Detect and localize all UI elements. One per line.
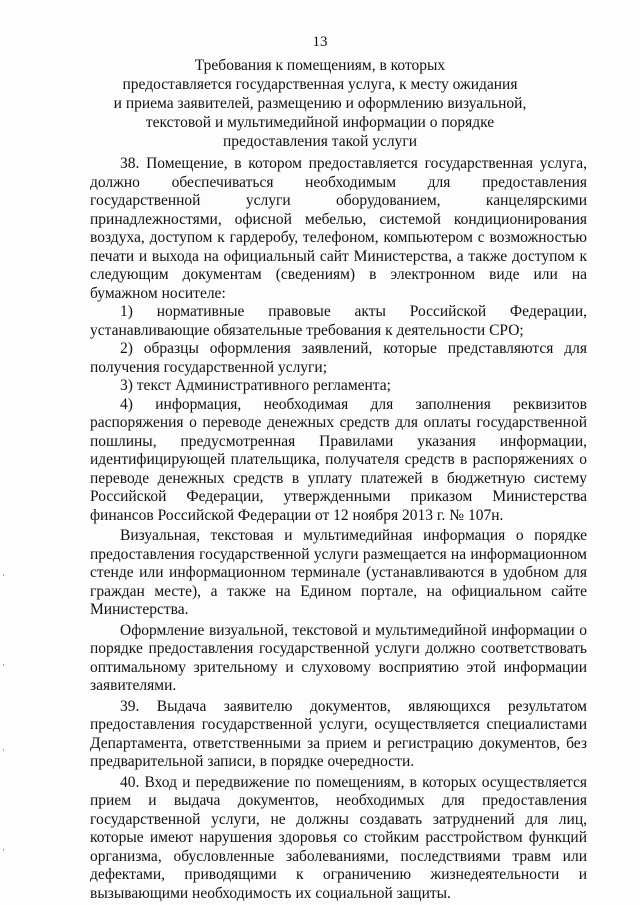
scan-margin-mark: · [2, 845, 5, 855]
paragraph-design-info: Оформление визуальной, текстовой и мультимедийной информации о порядке предоставления государственной услуги должно соответствовать оптимальному зрительному и слуховому восприятию этой информации заявителями. [90, 621, 587, 694]
list-item-2: 2) образцы оформления заявлений, которые представляются для получения государственной услуги; [90, 340, 587, 376]
list-item-4: 4) информация, необходимая для заполнения реквизитов распоряжения о переводе денежных средств для оплаты государственной пошлины, предусмотренная Правилами указания информации, идентифицирующей плательщика, получателя средств в распоряжениях о переводе денежных средств в уплату платежей в бюджетную систему Российской Федерации, утвержденными приказом Министерства финансов Российской Федерации от 12 ноября 2013 г. № 107н. [90, 395, 587, 524]
scan-margin-mark: · [2, 570, 5, 580]
paragraph-40: 40. Вход и передвижение по помещениям, в которых осуществляется прием и выдача документов, необходимых для предоставления государственной услуги, не должны создавать затруднений для лиц, которые имеют нарушения здоровья со стойким расстройством функций организма, обусловленные заболеваниями, последствиями травм или дефектами, приводящими к ограничению жизнедеятельности и вызывающими необходимость их социальной защиты. [90, 773, 587, 902]
heading-line: Требования к помещениям, в которых [194, 57, 446, 74]
heading-line: текстовой и мультимедийной информации о порядке [145, 114, 495, 131]
heading-line: и приема заявителей, размещению и оформлению визуальной, [113, 95, 527, 112]
section-heading [0, 56, 640, 151]
paragraph-visual-info: Визуальная, текстовая и мультимедийная информация о порядке предоставления государственной услуги размещается на информационном стенде или информационном терминале (устанавливаются в удобном для граждан месте), а также на Едином портале, на официальном сайте Министерства. [90, 527, 587, 618]
heading-line: предоставления такой услуги [222, 133, 418, 150]
paragraph-39: 39. Выдача заявителю документов, являющихся результатом предоставления государственной услуги, осуществляется специалистами Департамента, ответственными за прием и регистрацию документов, без предварительной записи, в порядке очередности. [90, 697, 587, 770]
paragraph-38: 38. Помещение, в котором предоставляется государственная услуга, должно обеспечиваться необходимым для предоставления государственной услуги оборудованием, канцелярскими принадлежностями, офисной мебелью, системой кондиционирования воздуха, доступом к гардеробу, телефоном, компьютером с возможностью печати и выхода на официальный сайт Министерства, а также доступом к следующим документам (сведениям) в электронном виде или на бумажном носителе: [90, 155, 587, 302]
page-number: 13 [312, 34, 328, 50]
scan-margin-mark: · [2, 745, 5, 755]
list-item-3: 3) текст Административного регламента; [120, 377, 391, 394]
scan-margin-mark: · [2, 660, 5, 670]
list-item-1: 1) нормативные правовые акты Российской Федерации, устанавливающие обязательные требования к деятельности СРО; [90, 303, 587, 339]
document-body [90, 155, 587, 903]
heading-line: предоставляется государственная услуга, к месту ожидания [122, 76, 518, 93]
